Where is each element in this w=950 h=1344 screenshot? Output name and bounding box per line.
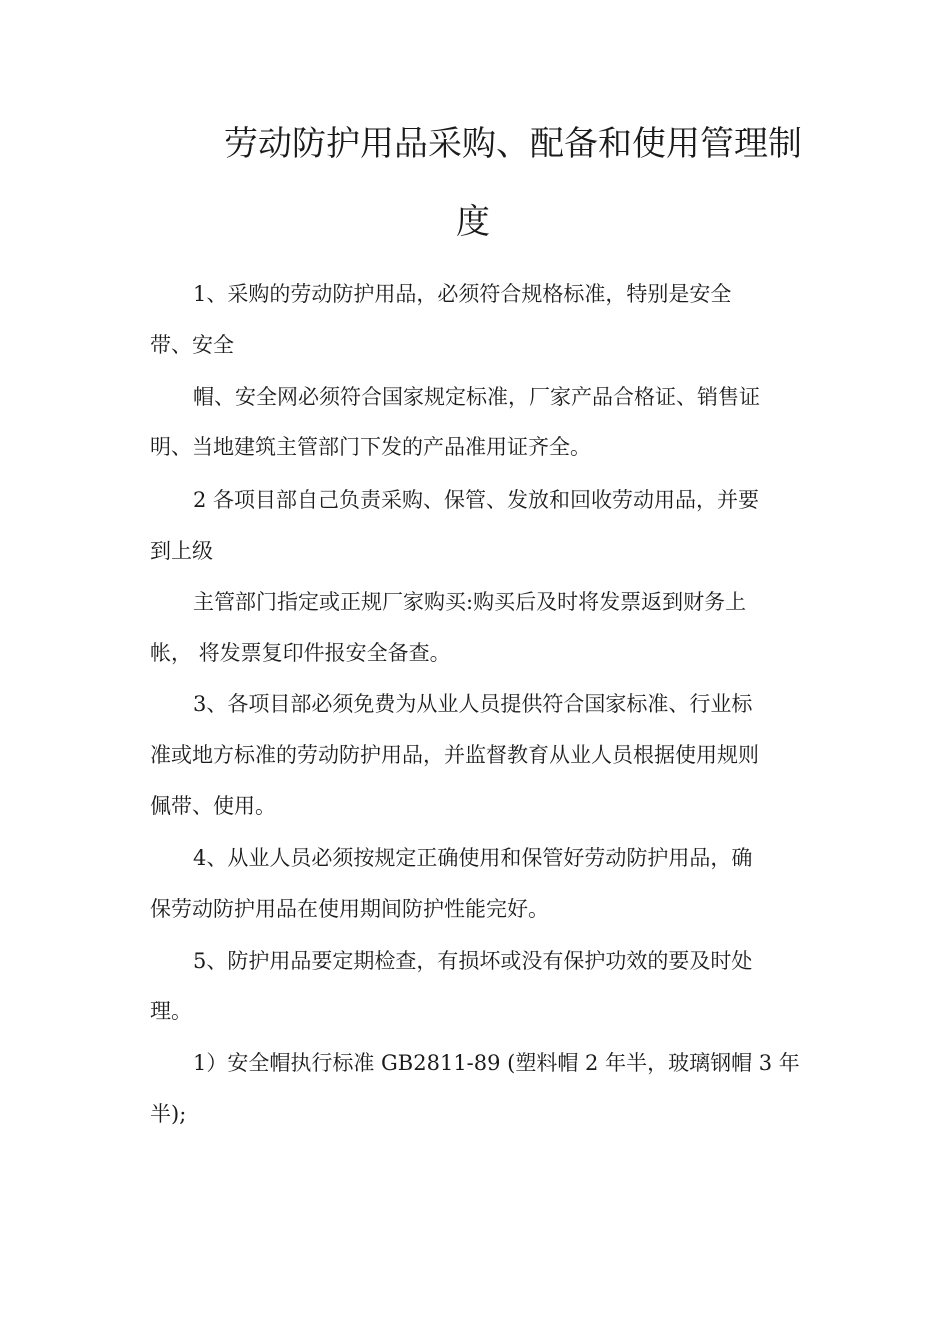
paragraph-line: 带、安全 xyxy=(150,333,234,357)
paragraph-line: 半); xyxy=(150,1102,187,1126)
paragraph-line: 4、从业人员必须按规定正确使用和保管好劳动防护用品，确 xyxy=(193,846,753,870)
paragraph-line: 主管部门指定或正规厂家购买:购买后及时将发票返到财务上 xyxy=(193,590,747,614)
paragraph-line: 准或地方标准的劳动防护用品，并监督教育从业人员根据使用规则 xyxy=(150,743,759,767)
paragraph-line: 3、各项目部必须免费为从业人员提供符合国家标准、行业标 xyxy=(193,692,753,716)
paragraph-line: 2 各项目部自己负责采购、保管、发放和回收劳动用品，并要 xyxy=(193,488,760,512)
paragraph-line: 1、采购的劳动防护用品，必须符合规格标准，特别是安全 xyxy=(193,282,732,306)
paragraph-line: 理。 xyxy=(150,999,192,1023)
paragraph-line: 明、当地建筑主管部门下发的产品准用证齐全。 xyxy=(150,435,591,459)
paragraph-line: 5、防护用品要定期检查，有损坏或没有保护功效的要及时处 xyxy=(193,949,753,973)
document-title-line-1: 劳动防护用品采购、配备和使用管理制 xyxy=(224,124,802,164)
document-title-line-2: 度 xyxy=(456,202,490,242)
paragraph-line: 帽、安全网必须符合国家规定标准，厂家产品合格证、销售证 xyxy=(193,385,760,409)
paragraph-line: 1）安全帽执行标准 GB2811-89 (塑料帽 2 年半，玻璃钢帽 3 年 xyxy=(193,1051,800,1075)
paragraph-line: 到上级 xyxy=(150,539,213,563)
paragraph-line: 帐， 将发票复印件报安全备查。 xyxy=(150,641,451,665)
paragraph-line: 佩带、使用。 xyxy=(150,794,276,818)
paragraph-line: 保劳动防护用品在使用期间防护性能完好。 xyxy=(150,897,549,921)
